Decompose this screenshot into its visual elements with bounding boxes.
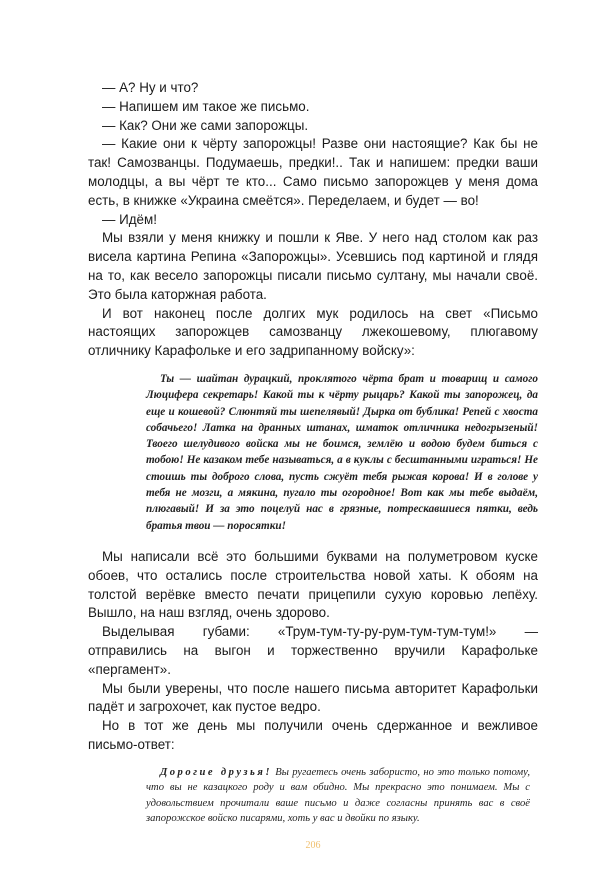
dialogue-line: — Напишем им такое же письмо. — [102, 98, 310, 114]
dialogue-line: — А? Ну и что? — [102, 80, 199, 95]
page-text — [88, 0, 538, 853]
paragraph: Мы написали всё это большими буквами на полуметровом куске обоев, что остались после строительства новой хаты. К обоям на толстой верёвке вместо печати прицепили сухую коровью лепёху. Вышло, на наш взгляд, очень здорово. — [88, 548, 538, 621]
dialogue-line: — Идём! — [102, 211, 157, 227]
paragraph: Выделывая губами: «Трум-тум-ту-ру-рум-тум-тум-тум!» — отправились на выгон и торжественно вручили Карафольке «пергамент». — [88, 624, 538, 677]
paragraph: Но в тот же день мы получили очень сдержанное и вежливое письмо-ответ: — [88, 718, 538, 752]
paragraph: Мы были уверены, что после нашего письма авторитет Карафольки падёт и загрохочет, как пустое ведро. — [88, 680, 538, 715]
reply-quote — [146, 765, 530, 827]
paragraph: И вот наконец после долгих мук родилось на свет «Письмо настоящих запорожцев самозванцу лжекошевому, плюгавому отличнику Карафольке и его задрипанному войску»: — [88, 305, 538, 359]
reply-body: Вы ругаетесь очень забористо, но это только потому, что вы не казацкого роду и вам обидно. Мы прекрасно это понимаем. Мы с удовольствием прочитали ваше письмо и даже согласны принять вас в своё запорожское войско писарями, хоть у вас и двойки по языку. — [146, 766, 530, 825]
dialogue-line: — Как? Они же сами запорожцы. — [102, 117, 309, 133]
reply-salutation: Дорогие друзья! — [160, 766, 272, 778]
paragraph: Мы взяли у меня книжку и пошли к Яве. У него над столом как раз висела картина Репина «Запорожцы». Усевшись под картиной и глядя на то, как весело запорожцы писали письмо султану, мы начали своё. Это была каторжная работа. — [88, 230, 538, 302]
dialogue-line: — Какие они к чёрту запорожцы! Разве они настоящие? Как бы не так! Самозванцы. Подумаешь, предки!.. Так и напишем: предки ваши молодцы, а вы чёрт те кто... Само письмо запорожцев у меня дома есть, в книжке «Украина смеётся». Переделаем, и будет — во! — [88, 136, 538, 208]
letter-quote: Ты — шайтан дурацкий, проклятого чёрта брат и товарищ и самого Люцифера секретарь! Какой ты к чёрту рыцарь? Какой ты запорожец, да еще и кошевой? Слюнтяй ты шепелявый! Дырка от бублика! Репей с хвоста собачьего! Латка на дранных штанах, шматок отличника недогрызеный! Твоего шелудивого войска мы не боимся, землёю и водою будем биться с тобою! Не казаком тебе называться, а в куклы с бесштанными играться! Не стоишь ты доброго слова, пусть сжуёт тебя рыжая корова! И в голове у тебя не мозги, а мякина, пугало ты огородное! Вот как мы тебе выдаём, плюгавый! И за это поцелуй нас в грязные, потрескавшиеся пятки, ведь братья твои — поросятки! — [146, 372, 538, 532]
page-number: 206 — [305, 839, 321, 851]
